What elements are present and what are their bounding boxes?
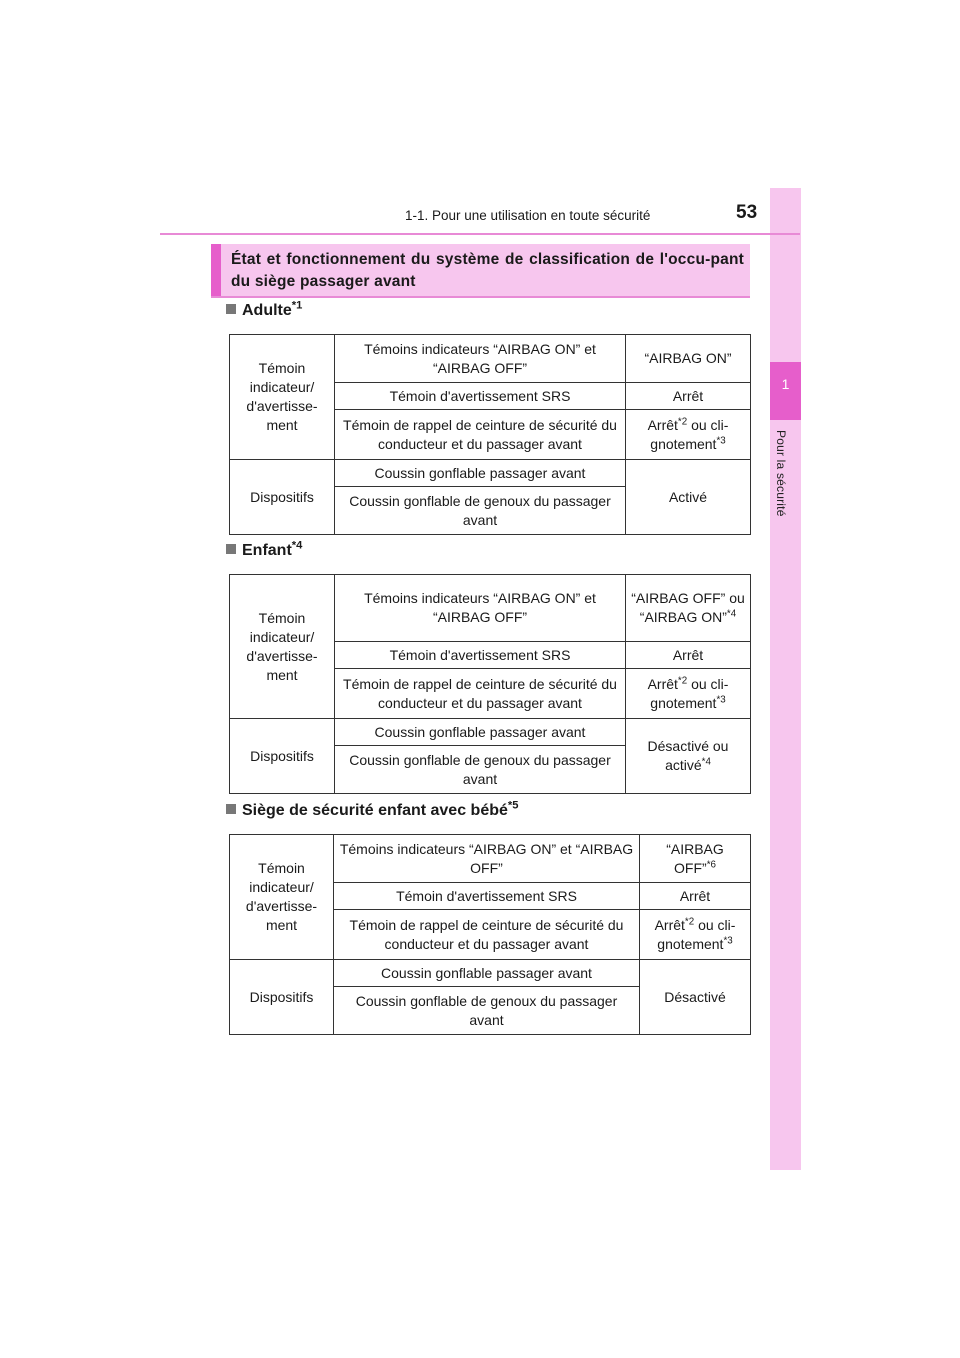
footnote-ref: *1 [291,299,303,312]
chapter-side-tab [770,188,801,1170]
square-bullet-icon [226,544,236,554]
table-value-cell: Arrêt [640,883,751,910]
table-cell: Témoin de rappel de ceinture de sécurité du conducteur et du passager avant [335,410,626,460]
table-cell: Coussin gonflable passager avant [334,960,640,987]
subheading-text: Enfant [242,542,292,559]
devices-category-cell: Dispositifs [230,460,335,535]
table-cell: Coussin gonflable passager avant [335,460,626,487]
devices-category-cell: Dispositifs [230,960,334,1035]
table-value-cell: Activé [626,460,751,535]
table-cell: Coussin gonflable de genoux du passager avant [335,746,626,794]
devices-category-cell: Dispositifs [230,719,335,794]
indicator-category-cell: Témoin indicateur/ d'avertisse-ment [230,575,335,719]
subheading-text: Adulte [242,302,292,319]
table-cell: Coussin gonflable de genoux du passager avant [334,987,640,1035]
status-table-child [229,574,751,794]
footnote-ref: *4 [291,539,303,552]
table-cell: Témoins indicateurs “AIRBAG ON” et “AIRBAG OFF” [335,575,626,642]
status-table-infant-seat [229,834,751,1035]
table-cell: Coussin gonflable de genoux du passager avant [335,487,626,535]
table-value-cell: Arrêt$^{*2}$ ou cli-gnotement$^{*3}$ [626,669,751,719]
table-value-cell: Désactivé ou activé$^{*4}$ [626,719,751,794]
square-bullet-icon [226,304,236,314]
running-header: 1-1. Pour une utilisation en toute sécurité [405,208,651,223]
section-title: État et fonctionnement du système de classification de l'occu-pant du siège passager avant [211,244,750,296]
table-value-cell: “AIRBAG ON” [626,335,751,383]
indicator-category-cell: Témoin indicateur/ d'avertisse-ment [230,335,335,460]
footnote-ref: *5 [507,799,519,812]
table-cell: Témoins indicateurs “AIRBAG ON” et “AIRBAG OFF” [334,835,640,883]
table-value-cell: “AIRBAG OFF” ou “AIRBAG ON”$^{*4}$ [626,575,751,642]
square-bullet-icon [226,804,236,814]
header-rule [160,233,800,235]
subheading-child [226,539,303,560]
table-cell: Témoin d'avertissement SRS [334,883,640,910]
indicator-category-cell: Témoin indicateur/ d'avertisse-ment [230,835,334,960]
table-value-cell: “AIRBAG OFF”$^{*6}$ [640,835,751,883]
table-cell: Témoin de rappel de ceinture de sécurité du conducteur et du passager avant [335,669,626,719]
table-value-cell: Arrêt [626,383,751,410]
status-table-adult [229,334,751,535]
table-value-cell: Désactivé [640,960,751,1035]
table-value-cell: Arrêt [626,642,751,669]
subheading-infant-seat [226,799,519,820]
subheading-text: Siège de sécurité enfant avec bébé [242,802,508,819]
subheading-adult [226,299,303,320]
chapter-label: Pour la sécurité [774,430,788,517]
table-cell: Témoin de rappel de ceinture de sécurité du conducteur et du passager avant [334,910,640,960]
page-number: 53 [736,202,758,223]
table-value-cell: Arrêt$^{*2}$ ou cli-gnotement$^{*3}$ [640,910,751,960]
table-cell: Témoin d'avertissement SRS [335,642,626,669]
table-cell: Témoins indicateurs “AIRBAG ON” et “AIRBAG OFF” [335,335,626,383]
table-value-cell: Arrêt$^{*2}$ ou cli-gnotement$^{*3}$ [626,410,751,460]
chapter-number: 1 [781,376,790,392]
table-cell: Coussin gonflable passager avant [335,719,626,746]
table-cell: Témoin d'avertissement SRS [335,383,626,410]
